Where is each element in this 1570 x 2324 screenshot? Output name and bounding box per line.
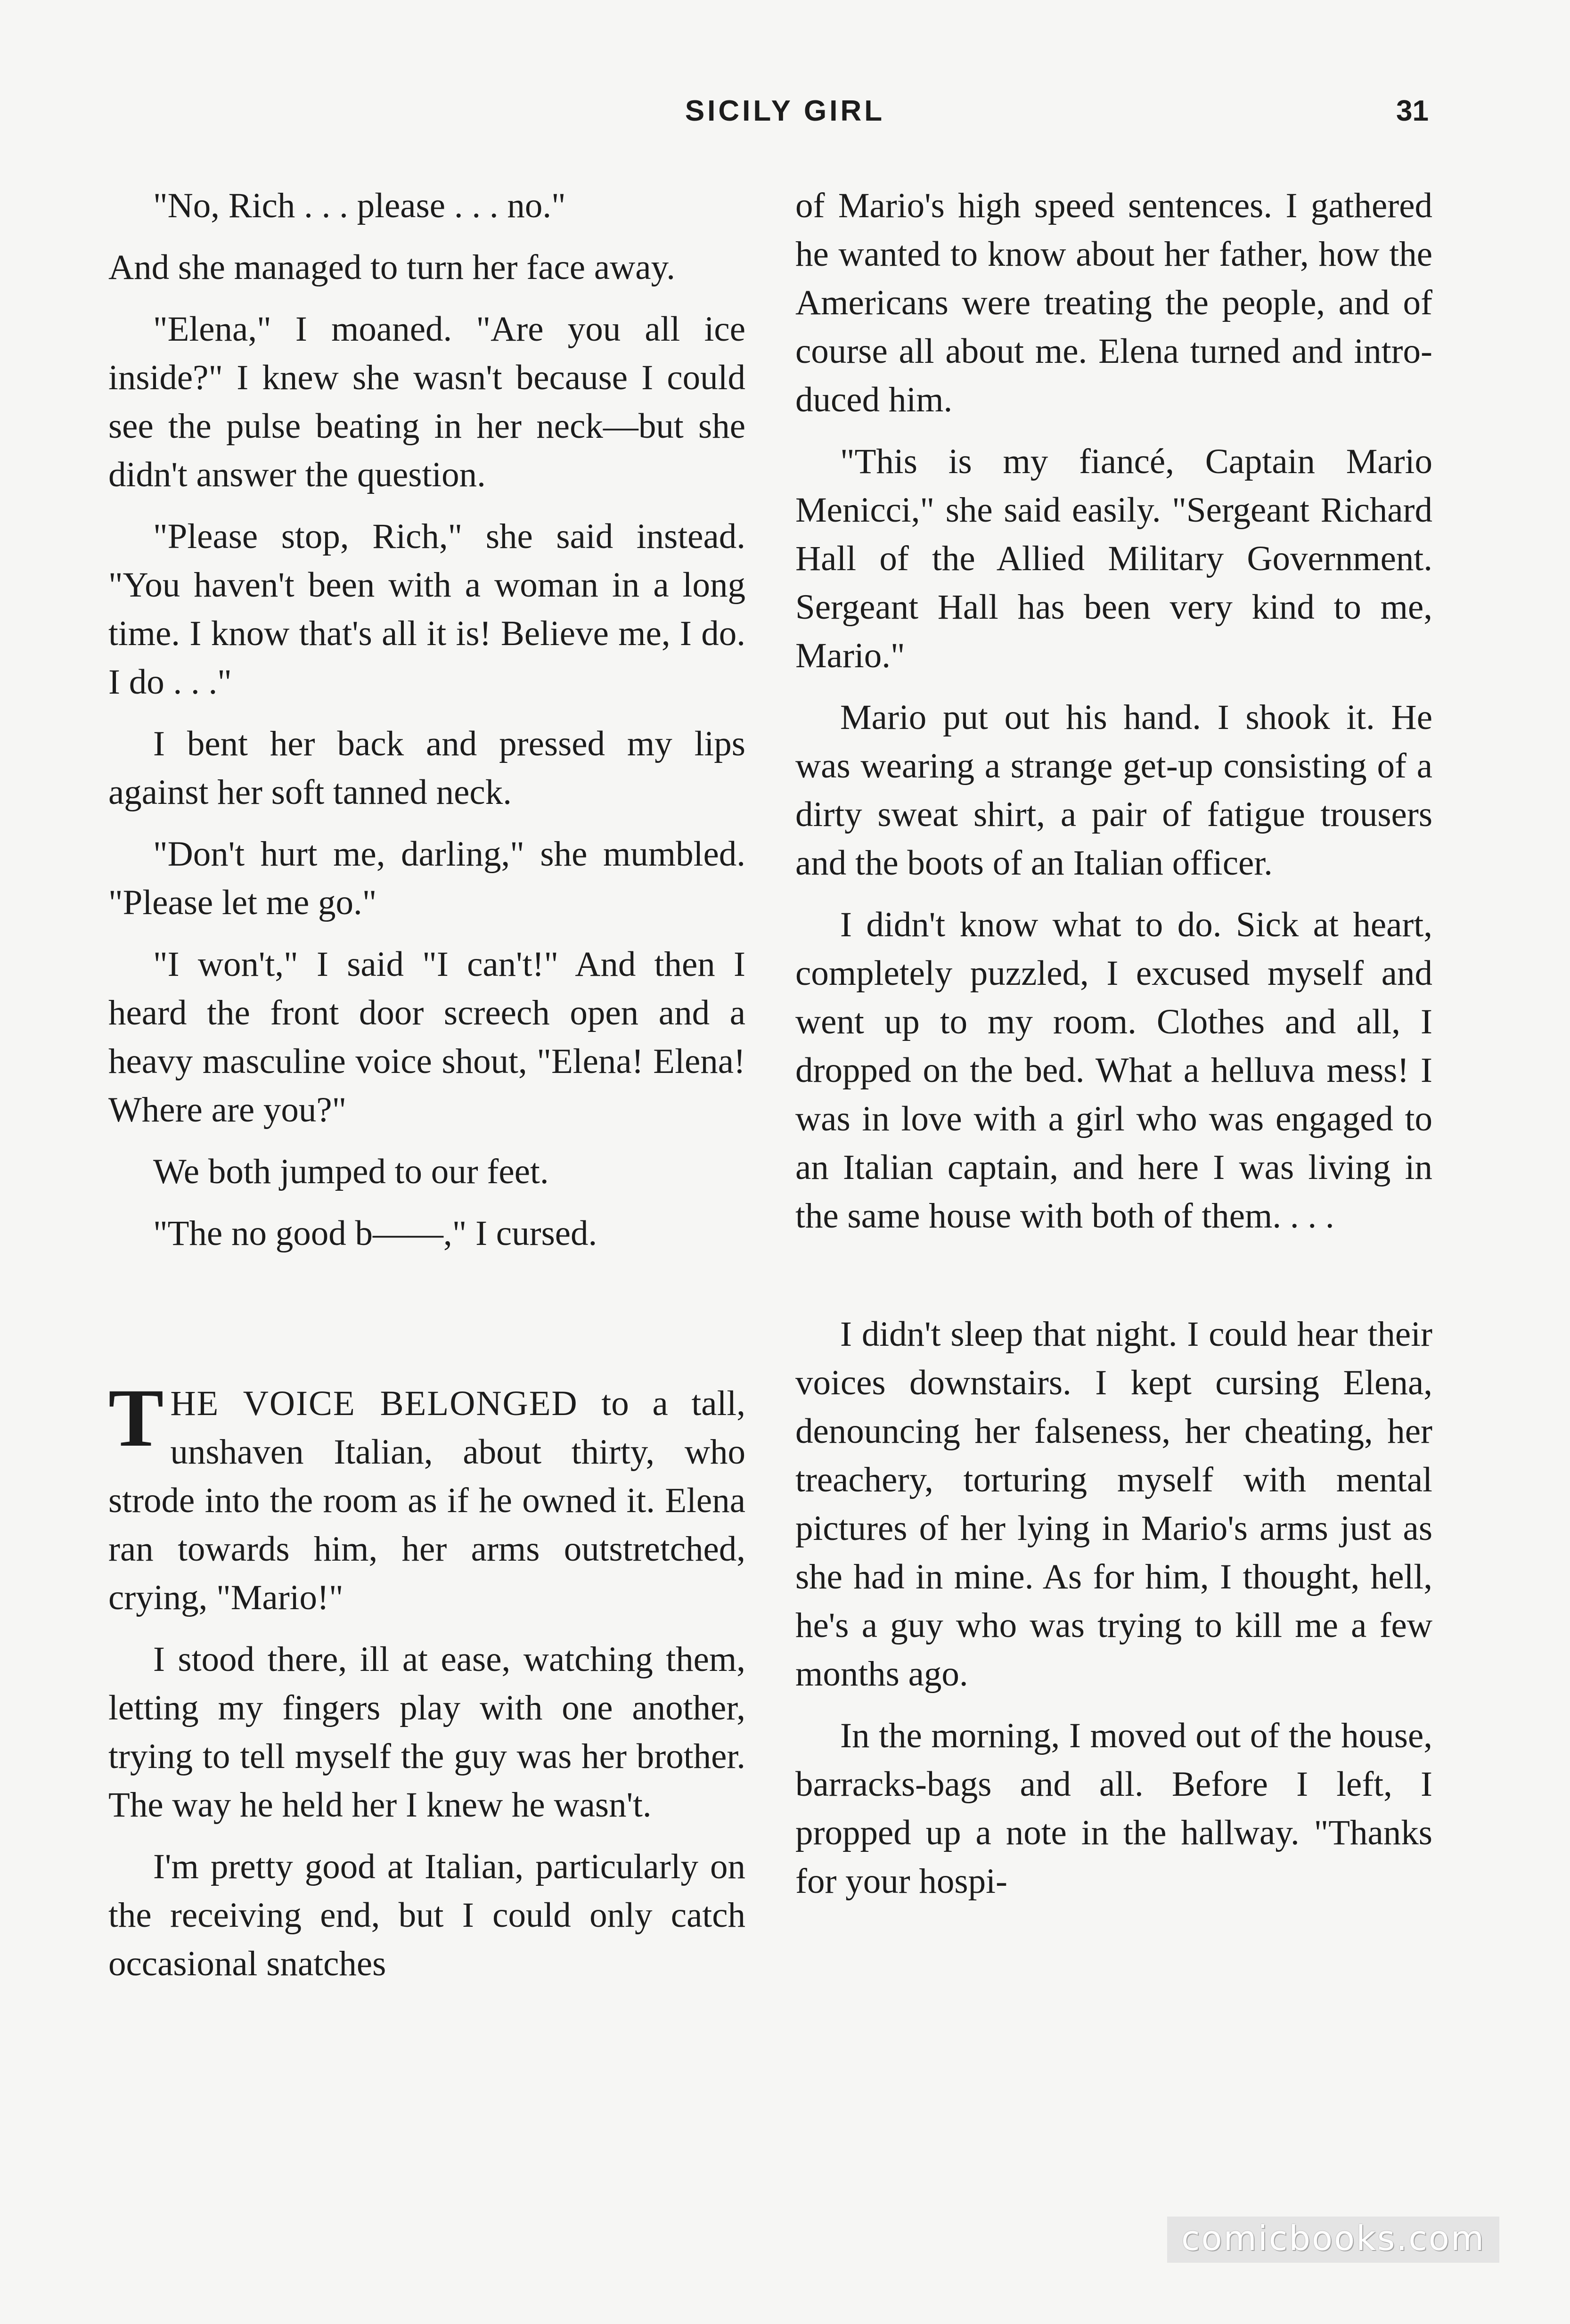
page-number: 31 (1396, 95, 1429, 127)
paragraph: I'm pretty good at Italian, particularly on the receiving end, but I could only catch occasional snatches (108, 1847, 745, 1983)
paragraph: I didn't sleep that night. I could hear their voices downstairs. I kept cursing Elena, denouncing her falseness, her cheating, her treachery, torturing myself with mental pictures of her lying in Mario's arms just as she had in mine. As for him, I thought, hell, he's a guy who was trying to kill me a few months ago. (795, 1315, 1432, 1694)
paragraph: "Please stop, Rich," she said instead. "You haven't been with a woman in a long time. I know that's all it is! Believe me, I do. I do . . ." (108, 517, 745, 702)
paragraph: "I won't," I said "I can't!" And then I heard the front door screech open and a heavy masculine voice shout, "Elena! Elena! Where are you?" (108, 945, 745, 1129)
running-title: SICILY GIRL (685, 95, 885, 127)
section-break (108, 1271, 745, 1379)
paragraph: "No, Rich . . . please . . . no." (153, 186, 566, 225)
paragraph: "Elena," I moaned. "Are you all ice inside?" I knew she wasn't because I could see the pulse beating in her neck—but she didn't answer the question. (108, 310, 745, 494)
paragraph: In the morning, I moved out of the house, barracks-bags and all. Before I left, I propped up a note in the hallway. "Thanks for your hospi- (795, 1716, 1432, 1901)
paragraph: I stood there, ill at ease, watching them, letting my fingers play with one another, trying to tell myself the guy was her brother. The way he held her I knew he wasn't. (108, 1640, 745, 1825)
page-header (0, 94, 1570, 141)
paragraph: I didn't know what to do. Sick at heart, completely puzzled, I excused myself and went up to my room. Clothes and all, I dropped on the bed. What a helluva mess! I was in love with a girl who was engaged to an Italian captain, and here I was living in the same house with both of them. . . . (795, 905, 1432, 1236)
section-opening-paragraph (108, 1372, 745, 1622)
paragraph: "This is my fiancé, Captain Mario Menicci," she said easily. "Sergeant Richard Hall of the Allied Military Government. Sergeant Hall has been very kind to me, Mario." (795, 442, 1432, 675)
paragraph: Mario put out his hand. I shook it. He was wearing a strange get-up consisting of a dirty sweat shirt, a pair of fatigue trousers and the boots of an Italian officer. (795, 698, 1432, 883)
lead-in-caps: HE VOICE BELONGED (170, 1384, 578, 1423)
paragraph-text: to a tall, unshaven Italian, about thirty, who strode into the room as if he owned it. Elena ran towards him, her arms outstretched, crying, "Mario!" (108, 1384, 745, 1617)
paragraph: We both jumped to our feet. (153, 1152, 549, 1191)
drop-cap: T (108, 1372, 164, 1464)
right-column (795, 181, 1432, 1919)
watermark: comicbooks.com (1167, 2217, 1499, 2263)
paragraph: "Don't hurt me, darling," she mumbled. "Please let me go." (108, 835, 745, 922)
paragraph: I bent her back and pressed my lips against her soft tanned neck. (108, 724, 745, 812)
section-break (795, 1253, 1432, 1310)
paragraph: "The no good b——," I cursed. (153, 1214, 597, 1253)
paragraph: of Mario's high speed sentences. I gathered he wanted to know about her father, how the Americans were treating the people, and of course all about me. Elena turned and introduced him. (795, 186, 1432, 419)
paragraph: And she managed to turn her face away. (108, 248, 675, 287)
left-column (108, 181, 745, 2001)
